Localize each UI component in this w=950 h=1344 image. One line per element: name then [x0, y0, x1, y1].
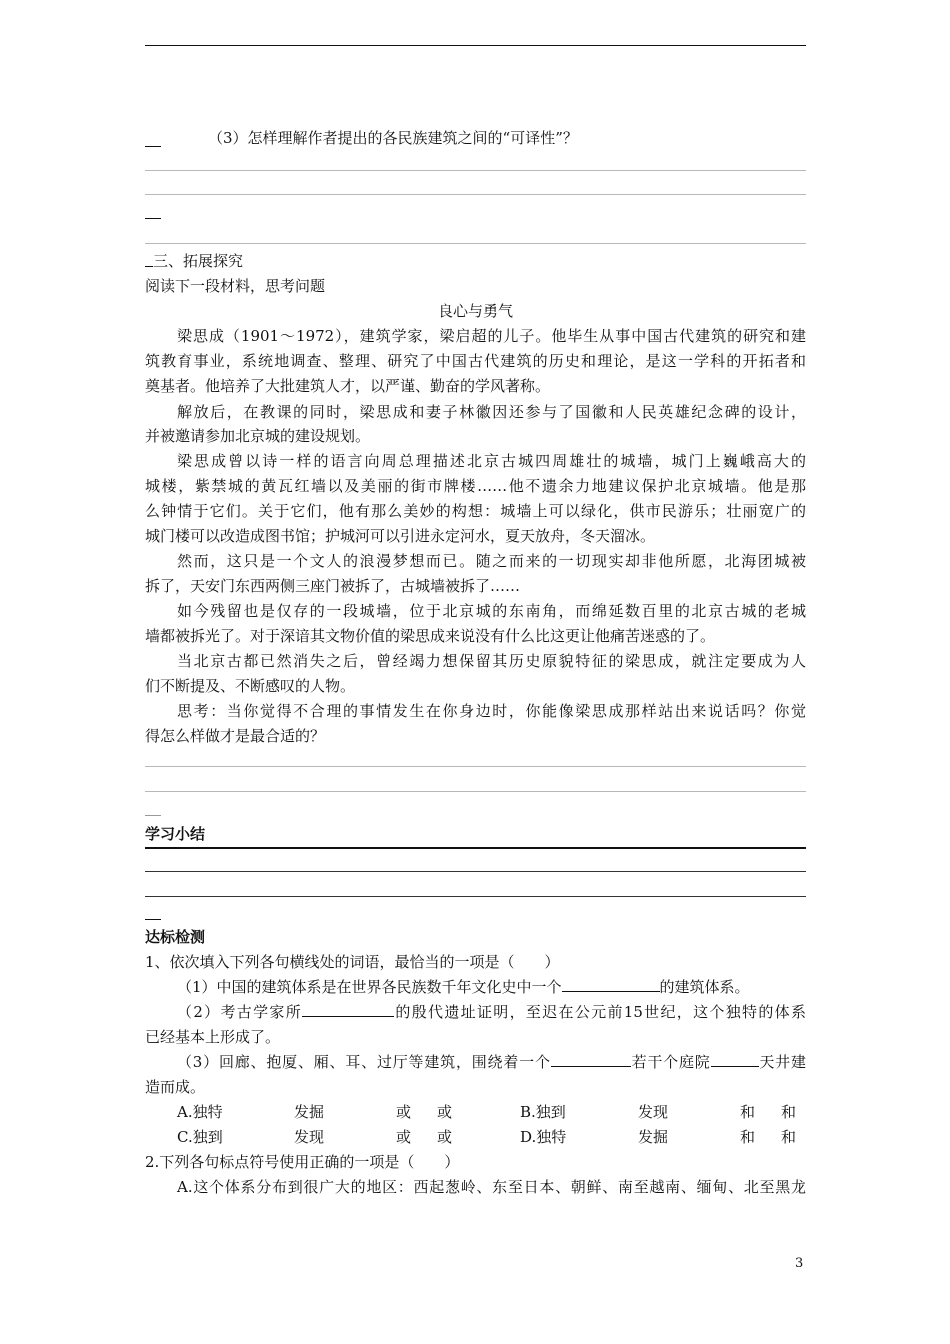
question-1-sentence-3-cont: 造而成。 [145, 1078, 206, 1096]
blank-dash [145, 146, 161, 147]
paragraph-line: 梁思成（1901～1972），建筑学家，梁启超的儿子。他毕生从事中国古代建筑的研究和建 [177, 327, 806, 345]
answer-line [145, 766, 806, 767]
paragraph-line: 梁思成曾以诗一样的语言向周总理描述北京古城四周雄壮的城墙，城门上巍峨高大的 [177, 452, 806, 470]
option-b-word-4: 和 [781, 1103, 797, 1121]
answer-line [145, 194, 806, 195]
fill-blank[interactable] [302, 1000, 394, 1017]
question-1-stem: 1、依次填入下列各句横线处的词语，最恰当的一项是（ ） [145, 953, 560, 971]
option-d-word-2: 发掘 [638, 1128, 669, 1146]
option-a-word-1[interactable]: A.独特 [177, 1103, 223, 1121]
option-c-word-1[interactable]: C.独到 [177, 1128, 223, 1146]
option-a-word-3: 或 [396, 1103, 412, 1121]
paragraph-line: 城楼，紫禁城的黄瓦红墙以及美丽的街市牌楼……他不遗余力地建议保护北京城墙。他是那 [145, 477, 806, 495]
section-3-intro: 阅读下一段材料，思考问题 [145, 277, 326, 295]
question-1-sentence-2: （2）考古学家所 的殷代遗址证明，至迟在公元前15世纪，这个独特的体系 [177, 1000, 806, 1024]
answer-line [145, 896, 806, 897]
option-c-word-4: 或 [437, 1128, 453, 1146]
fill-blank[interactable] [711, 1050, 759, 1067]
option-a-word-2: 发掘 [294, 1103, 325, 1121]
question-2-option-a[interactable]: A.这个体系分布到很广大的地区：西起葱岭、东至日本、朝鲜、南至越南、缅甸、北至黑龙 [177, 1178, 806, 1196]
paragraph-line: 奠基者。他培养了大批建筑人才，以严谨、勤奋的学风著称。 [145, 377, 551, 395]
option-c-word-3: 或 [396, 1128, 412, 1146]
article-title: 良心与勇气 [437, 302, 513, 320]
paragraph-line: 如今残留也是仅存的一段城墙，位于北京城的东南角，而绵延数百里的北京古城的老城 [177, 602, 806, 620]
paragraph-line: 墙都被拆光了。对于深谙其文物价值的梁思成来说没有什么比这更让他痛苦迷惑的了。 [145, 627, 716, 645]
blank-dash [145, 218, 161, 219]
blank-dash [145, 919, 161, 920]
paragraph-line: 当北京古都已然消失之后，曾经竭力想保留其历史原貌特征的梁思成，就注定要成为人 [177, 652, 806, 670]
option-d-word-1[interactable]: D.独特 [520, 1128, 567, 1146]
option-b-word-2: 发现 [638, 1103, 669, 1121]
answer-line [145, 791, 806, 792]
option-b-word-3: 和 [740, 1103, 756, 1121]
check-title: 达标检测 [145, 928, 206, 946]
answer-line [145, 871, 806, 872]
question-1-sentence-3: （3）回廊、抱厦、厢、耳、过厅等建筑，围绕着一个 若干个庭院 天井建 [177, 1050, 806, 1074]
summary-rule [145, 847, 806, 849]
option-b-word-1[interactable]: B.独到 [520, 1103, 566, 1121]
paragraph-line: 得怎么样做才是最合适的？ [145, 727, 326, 745]
paragraph-line: 解放后，在教课的同时，梁思成和妻子林徽因还参与了国徽和人民英雄纪念碑的设计， [177, 403, 806, 421]
page-number: 3 [795, 1256, 804, 1271]
section-3-title: 三、拓展探究 [145, 249, 806, 273]
paragraph-line: 拆了，天安门东西两侧三座门被拆了，古城墙被拆了…… [145, 577, 521, 595]
question-3: （3）怎样理解作者提出的各民族建筑之间的“可译性”？ [208, 129, 578, 147]
paragraph-line: 么钟情于它们。关于它们，他有那么美妙的构想：城墙上可以绿化，供市民游乐；壮丽宽广的 [145, 502, 806, 520]
paragraph-line: 并被邀请参加北京城的建设规划。 [145, 427, 371, 445]
paragraph-line: 城门楼可以改造成图书馆；护城河可以引进永定河水，夏天放舟，冬天溜冰。 [145, 527, 656, 545]
summary-title: 学习小结 [145, 825, 206, 843]
paragraph-line: 们不断提及、不断感叹的人物。 [145, 677, 356, 695]
option-a-word-4: 或 [437, 1103, 453, 1121]
answer-line [145, 170, 806, 171]
option-c-word-2: 发现 [294, 1128, 325, 1146]
option-d-word-4: 和 [781, 1128, 797, 1146]
question-2-stem: 2.下列各句标点符号使用正确的一项是（ ） [145, 1153, 460, 1171]
answer-line [145, 243, 806, 244]
blank-dash [145, 815, 161, 816]
header-rule [145, 45, 806, 46]
paragraph-line: 然而，这只是一个文人的浪漫梦想而已。随之而来的一切现实却非他所愿，北海团城被 [177, 552, 806, 570]
question-1-sentence-1: （1）中国的建筑体系是在世界各民族数千年文化史中一个 的建筑体系。 [177, 975, 806, 999]
question-1-sentence-2-cont: 已经基本上形成了。 [145, 1028, 281, 1046]
fill-blank[interactable] [562, 975, 660, 992]
paragraph-line: 筑教育事业，系统地调查、整理、研究了中国古代建筑的历史和理论，是这一学科的开拓者和 [145, 352, 806, 370]
option-d-word-3: 和 [740, 1128, 756, 1146]
fill-blank[interactable] [551, 1050, 631, 1067]
paragraph-line: 思考：当你觉得不合理的事情发生在你身边时，你能像梁思成那样站出来说话吗？你觉 [177, 702, 806, 720]
